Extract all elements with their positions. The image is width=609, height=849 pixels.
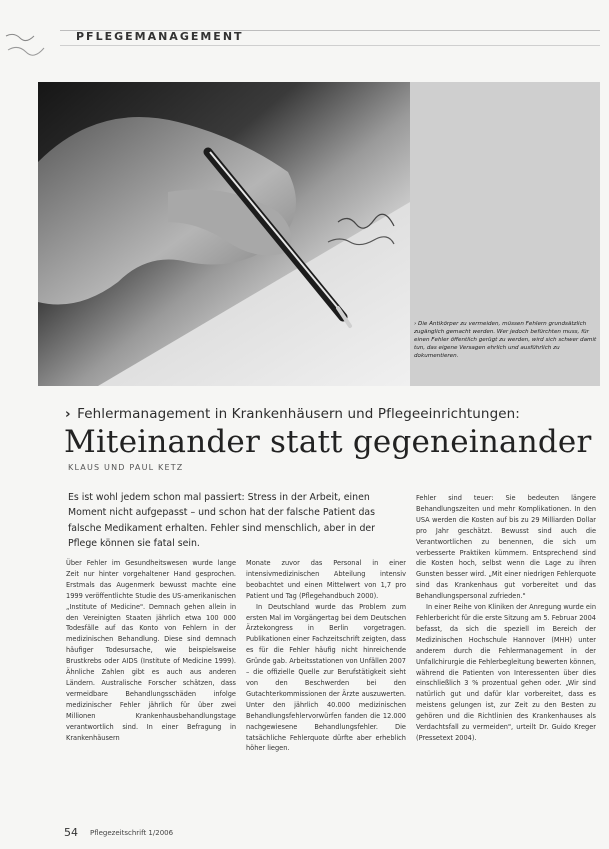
handwritten-mark xyxy=(4,30,52,58)
paragraph: In einer Reihe von Kliniken der Anregung wurde ein Fehlerbericht für die erste Sitzung am 5. Februar 2004 befasst, da sich die speziell im Bereich der Medizinischen Hochschule Hannover (MHH) unter anderem durch die Fehlermanagement in der Unfallchirurgie die Fehlerbegleitung bewerten können, während die Patienten von Interessenten über dies einschließlich 3 % prozentual gehen oder. „Wir sind natürlich gut und dafür klar vorbereitet, dass es meistens gelungen ist, zur Zeit zu den Besten zu gehören und die Richtlinien des Krankenhauses als Verdachtsfall zu vermeiden", urteilt Dr. Guido Kreger (Pressetext 2004). xyxy=(416,603,596,742)
publication-source: Pflegezeitschrift 1/2006 xyxy=(90,829,174,837)
kicker-arrow-icon: › xyxy=(65,406,71,422)
article-kicker xyxy=(65,406,520,422)
body-column-2 xyxy=(246,558,406,754)
body-column-3 xyxy=(416,493,596,744)
photo-caption: › Die Antikörper zu vermeiden, müssen Fehlern grundsätzlich zugänglich gemacht werden. Wer jedoch befürchten muss, für einen Fehler öffentlich gerügt zu werden, wird sich schwer damit tun, das eigene Versagen ehrlich und ausführlich zu dokumentieren. xyxy=(414,321,597,359)
kicker-text: Fehlermanagement in Krankenhäusern und Pflegeeinrichtungen: xyxy=(77,406,520,422)
page-number: 54 xyxy=(64,826,78,839)
article-photo xyxy=(38,82,410,386)
paragraph: Fehler sind teuer: Sie bedeuten längere Behandlungszeiten und mehr Komplikationen. In den USA werden die Kosten auf bis zu 29 Milliarden Dollar pro Jahr geschätzt. Bewusst sind auch die Verantwortlichen zu benennen, die sich um verbesserte Praktiken kümmern. Entsprechend sind die Kosten hoch, selbst wenn die Lage zu ihren Gunsten besser wird. „Mit einer niedrigen Fehlerquote sind das Krankenhaus gut vorbereitet und das Behandlungspersonal zufrieden." xyxy=(416,494,596,601)
body-column-1 xyxy=(66,558,236,743)
article-headline: Miteinander statt gegeneinander xyxy=(64,424,592,460)
hand-writing-illustration xyxy=(38,82,410,386)
article-authors: KLAUS UND PAUL KETZ xyxy=(68,463,184,472)
article-lead: Es ist wohl jedem schon mal passiert: Stress in der Arbeit, einen Moment nicht aufgepasst – und schon hat der falsche Patient das falsche Medikament erhalten. Fehler sind menschlich, aber in der Pflege können sie fatal sein. xyxy=(68,492,376,550)
paragraph: Über Fehler im Gesundheitswesen wurde lange Zeit nur hinter vorgehaltener Hand gesprochen. Erstmals das Augenmerk bewusst machte eine 1999 veröffentlichte Studie des US-amerikanischen „Institute of Medicine". Demnach gehen allein in den Vereinigten Staaten jährlich etwa 100 000 Todesfälle auf das Konto von Fehlern in der medizinischen Behandlung. Diese sind demnach häufiger Todesursache, wie beispielsweise Brustkrebs oder AIDS (Institute of Medicine 1999). Ähnliche Zahlen gibt es auch aus anderen Ländern. Australische Forscher schätzen, dass vermeidbare Behandlungsschäden infolge medizinischer Fehler jährlich für über zwei Millionen Krankenhausbehandlungstage verantwortlich sind. In einer Befragung in Krankenhäusern xyxy=(66,559,236,742)
paragraph: In Deutschland wurde das Problem zum ersten Mal im Vorgängertag bei dem Deutschen Ärztekongress in Berlin vorgetragen. Publikationen einer Fachzeitschrift zeigten, dass es für die Fehler häufig nicht hinreichende Gründe gab. Arbeitsstationen von Unfällen 2007 – die offizielle Quelle zur Berufstätigkeit sieht von den Beschwerden bei den Gutachterkommissionen der Ärzte auszuwerten. Unter den jährlich 40.000 medizinischen Behandlungsfehlervorwürfen fanden die 12.000 nachgewiesene Behandlungsfehler. Die tatsächliche Fehlerquote dürfte aber erheblich höher liegen. xyxy=(246,602,406,753)
paragraph: Monate zuvor das Personal in einer intensivmedizinischen Abteilung intensiv beobachtet und einen Mittelwert von 1,7 pro Patient und Tag (Pflegehandbuch 2000). xyxy=(246,559,406,600)
section-title: PFLEGEMANAGEMENT xyxy=(76,30,244,43)
